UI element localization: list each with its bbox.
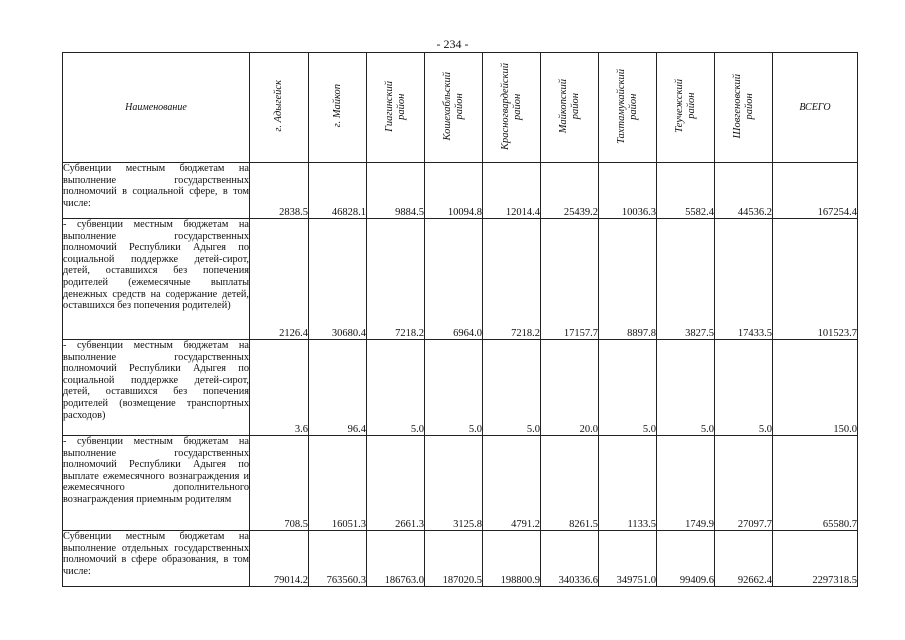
total-column-header: ВСЕГО bbox=[773, 53, 858, 163]
column-header-adygeisk bbox=[250, 53, 309, 163]
value-cell: 3827.5 bbox=[657, 219, 715, 340]
value-cell: 30680.4 bbox=[309, 219, 367, 340]
value-cell: 16051.3 bbox=[309, 436, 367, 531]
column-header-giaginsky bbox=[367, 53, 425, 163]
value-cell: 349751.0 bbox=[599, 531, 657, 587]
table-row bbox=[63, 340, 858, 436]
value-cell: 8261.5 bbox=[541, 436, 599, 531]
value-cell: 92662.4 bbox=[715, 531, 773, 587]
value-cell: 6964.0 bbox=[425, 219, 483, 340]
value-cell: 198800.9 bbox=[483, 531, 541, 587]
column-header-label: Тахтамукайский район bbox=[615, 68, 639, 144]
column-header-label: г. Майкоп bbox=[331, 84, 343, 128]
column-header-label: Шовгеновский район bbox=[731, 73, 755, 139]
value-cell: 99409.6 bbox=[657, 531, 715, 587]
value-cell: 5.0 bbox=[599, 340, 657, 436]
value-cell: 5.0 bbox=[425, 340, 483, 436]
value-cell: 17433.5 bbox=[715, 219, 773, 340]
value-cell: 1133.5 bbox=[599, 436, 657, 531]
value-cell: 25439.2 bbox=[541, 163, 599, 219]
value-cell: 1749.9 bbox=[657, 436, 715, 531]
page-number: - 234 - bbox=[436, 37, 469, 51]
table-row bbox=[63, 163, 858, 219]
table-row bbox=[63, 531, 858, 587]
row-name-cell: - субвенции местным бюджетам на выполнение государственных полномочий Республики Адыгея по социальной поддержке детей-сирот, детей, оставшихся без попечения родителей (возмещение транспортных расходов) bbox=[63, 340, 250, 436]
value-cell: 186763.0 bbox=[367, 531, 425, 587]
table-row bbox=[63, 436, 858, 531]
value-cell: 3.6 bbox=[250, 340, 309, 436]
column-header-shovgenovsky bbox=[715, 53, 773, 163]
value-cell: 46828.1 bbox=[309, 163, 367, 219]
value-cell: 10036.3 bbox=[599, 163, 657, 219]
value-cell: 2838.5 bbox=[250, 163, 309, 219]
value-cell: 2661.3 bbox=[367, 436, 425, 531]
column-header-label: Кошехабльский район bbox=[441, 71, 465, 141]
row-name-cell: Субвенции местным бюджетам на выполнение государственных полномочий в социальной сфере, в том числе: bbox=[63, 163, 250, 219]
value-cell: 96.4 bbox=[309, 340, 367, 436]
value-cell: 9884.5 bbox=[367, 163, 425, 219]
row-name-cell: - субвенции местным бюджетам на выполнение государственных полномочий Республики Адыгея по социальной поддержке детей-сирот, детей, оставшихся без попечения родителей (ежемесячные выплаты денежных средств на содержание детей, оставшихся без попечения родителей) bbox=[63, 219, 250, 340]
value-cell: 5.0 bbox=[483, 340, 541, 436]
value-cell: 340336.6 bbox=[541, 531, 599, 587]
total-cell: 167254.4 bbox=[773, 163, 858, 219]
value-cell: 17157.7 bbox=[541, 219, 599, 340]
column-header-label: Гиагинский район bbox=[383, 80, 407, 132]
table-row bbox=[63, 219, 858, 340]
value-cell: 708.5 bbox=[250, 436, 309, 531]
row-name-cell: - субвенции местным бюджетам на выполнение государственных полномочий Республики Адыгея по выплате ежемесячного вознаграждения и ежемесячного дополнительного вознаграждения приемным родителям bbox=[63, 436, 250, 531]
total-cell: 150.0 bbox=[773, 340, 858, 436]
value-cell: 7218.2 bbox=[483, 219, 541, 340]
value-cell: 5.0 bbox=[657, 340, 715, 436]
value-cell: 27097.7 bbox=[715, 436, 773, 531]
budget-table bbox=[62, 52, 858, 587]
column-header-takhtamukaisky bbox=[599, 53, 657, 163]
value-cell: 8897.8 bbox=[599, 219, 657, 340]
value-cell: 4791.2 bbox=[483, 436, 541, 531]
value-cell: 763560.3 bbox=[309, 531, 367, 587]
value-cell: 79014.2 bbox=[250, 531, 309, 587]
row-name-cell: Субвенции местным бюджетам на выполнение отдельных государственных полномочий в сфере образования, в том числе: bbox=[63, 531, 250, 587]
value-cell: 20.0 bbox=[541, 340, 599, 436]
column-header-maikop-city bbox=[309, 53, 367, 163]
column-header-label: г. Адыгейск bbox=[273, 80, 284, 132]
column-header-krasnogvardeisky bbox=[483, 53, 541, 163]
value-cell: 7218.2 bbox=[367, 219, 425, 340]
value-cell: 187020.5 bbox=[425, 531, 483, 587]
value-cell: 5582.4 bbox=[657, 163, 715, 219]
column-header-label: Теучежский район bbox=[673, 79, 697, 133]
header-row bbox=[63, 53, 858, 163]
total-cell: 101523.7 bbox=[773, 219, 858, 340]
value-cell: 44536.2 bbox=[715, 163, 773, 219]
value-cell: 5.0 bbox=[715, 340, 773, 436]
column-header-koshekhablsky bbox=[425, 53, 483, 163]
value-cell: 3125.8 bbox=[425, 436, 483, 531]
column-header-maikopsky bbox=[541, 53, 599, 163]
total-cell: 65580.7 bbox=[773, 436, 858, 531]
name-column-header: Наименование bbox=[63, 53, 250, 163]
column-header-label: Красногвардейский район bbox=[499, 62, 523, 150]
value-cell: 2126.4 bbox=[250, 219, 309, 340]
column-header-label: Майкопский район bbox=[557, 78, 581, 134]
total-cell: 2297318.5 bbox=[773, 531, 858, 587]
column-header-teuchezhsky bbox=[657, 53, 715, 163]
value-cell: 5.0 bbox=[367, 340, 425, 436]
value-cell: 10094.8 bbox=[425, 163, 483, 219]
value-cell: 12014.4 bbox=[483, 163, 541, 219]
